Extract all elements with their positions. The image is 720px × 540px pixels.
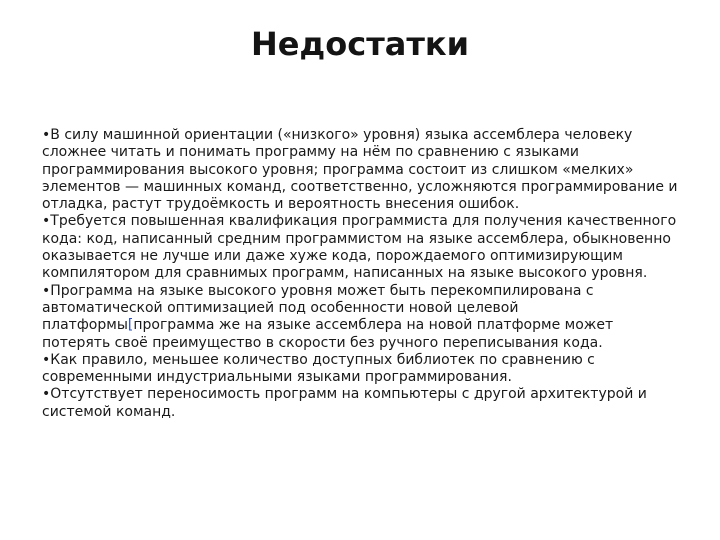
bullet-item [42,283,682,352]
bullet-marker: • [42,213,51,230]
bullet-marker: • [42,386,51,403]
bullet-text: Отсутствует переносимость программ на компьютеры с другой архитектурой и системой команд. [42,386,647,420]
bullet-marker: • [42,351,51,368]
bullet-text: Требуется повышенная квалификация программиста для получения качественного кода: код, написанный средним программистом на языке ассемблера, обыкновенно оказывается не лучше или даже хуже кода, порождаемого оптимизирующим компилятором для сравнимых программ, написанных на языке высокого уровня. [42,213,677,282]
slide-content [42,127,682,421]
bullet-text: программа же на языке ассемблера на новой платформе может потерять своё преимущество в скорости без ручного переписывания кода. [42,317,614,351]
bullet-item [42,352,682,387]
bullet-marker: • [42,282,51,299]
footnote-link[interactable]: [ [127,317,134,334]
bullet-text: Программа на языке высокого уровня может быть перекомпилирована с автоматической оптимизацией под особенности новой целевой платформы [42,282,594,334]
bullet-item [42,386,682,421]
bullet-text: В силу машинной ориентации («низкого» уровня) языка ассемблера человеку сложнее читать и понимать программу на нём по сравнению с языками программирования высокого уровня; программа состоит из слишком «мелких» элементов — машинных команд, соответственно, усложняются программирование и отладка, растут трудоёмкость и вероятность внесения ошибок. [42,127,678,213]
bullet-text: Как правило, меньшее количество доступных библиотек по сравнению с современными индустриальными языками программирования. [42,351,595,386]
bullet-item [42,213,682,282]
bullet-marker: • [42,127,51,143]
bullet-item [42,127,682,213]
slide-title: Недостатки [250,25,470,63]
